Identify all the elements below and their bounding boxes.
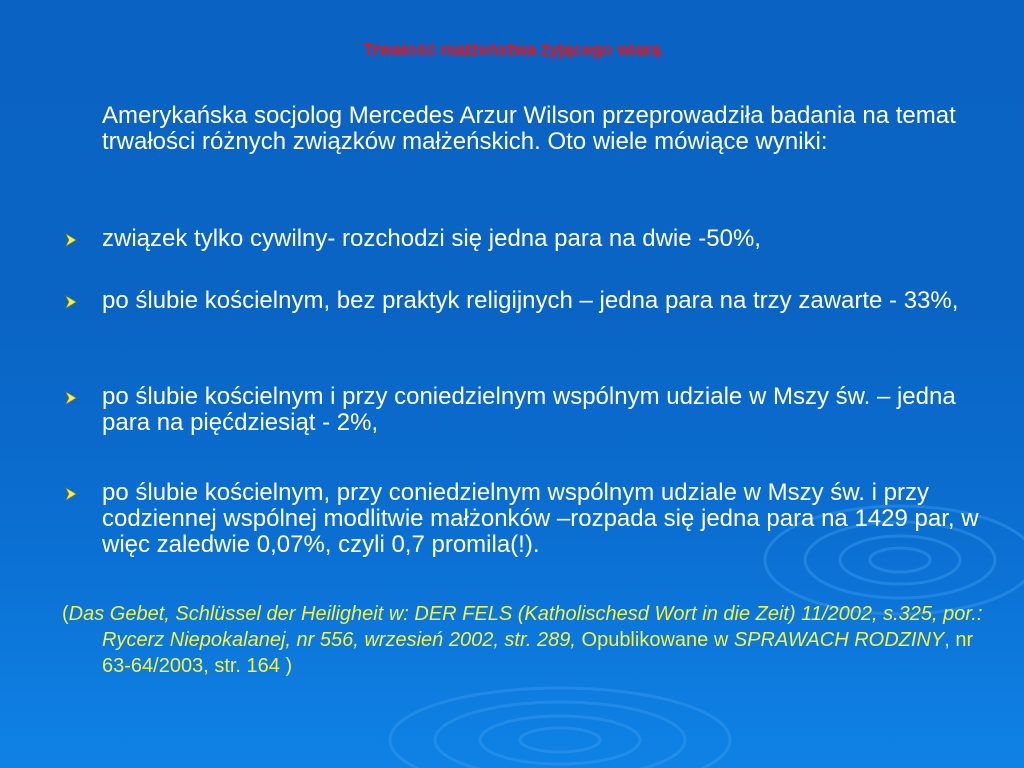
intro-paragraph: Amerykańska socjolog Mercedes Arzur Wilson przeprowadziła badania na temat trwałości różnych związków małżeńskich. Oto wiele mówiące wyniki: [102,102,956,155]
list-item [102,288,982,314]
list-item [102,480,982,558]
citation-source: Das Gebet, Schlüssel der Heiligheit w: DER FELS (Katholischesd Wort in die Zeit) 11/2002, s.325, por.: Rycerz Niepokalanej, nr 556, wrzesień 2002, str. 289, [68,603,983,651]
arrow-bullet-icon [64,391,78,405]
list-item-text: po ślubie kościelnym, przy coniedzielnym wspólnym udziale w Mszy św. i przy codziennej wspólnej modlitwie małżonków –rozpada się jedna para na 1429 par, w więc zaledwie 0,07%, czyli 0,7 promila(!). [102,479,979,558]
list-item-text: związek tylko cywilny- rozchodzi się jedna para na dwie -50%, [102,225,761,252]
list-item-text: po ślubie kościelnym, bez praktyk religijnych – jedna para na trzy zawarte - 33%, [102,287,959,314]
list-item [102,384,982,436]
arrow-bullet-icon [64,233,78,247]
citation-published-in: Opublikowane w [575,629,734,651]
source-citation [62,601,1002,679]
citation-open: ( [62,603,69,625]
arrow-bullet-icon [64,487,78,501]
arrow-bullet-icon [64,295,78,309]
list-item [102,226,982,252]
citation-issue: , nr 63-64/2003, str. 164 ) [102,629,974,677]
slide-title: Trwałość małżeństwa żyjącego wiarą [363,40,661,59]
list-item-text: po ślubie kościelnym i przy coniedzielnym wspólnym udziale w Mszy św. – jedna para na pięćdziesiąt - 2%, [102,383,956,436]
citation-journal: SPRAWACH RODZINY [733,629,945,651]
